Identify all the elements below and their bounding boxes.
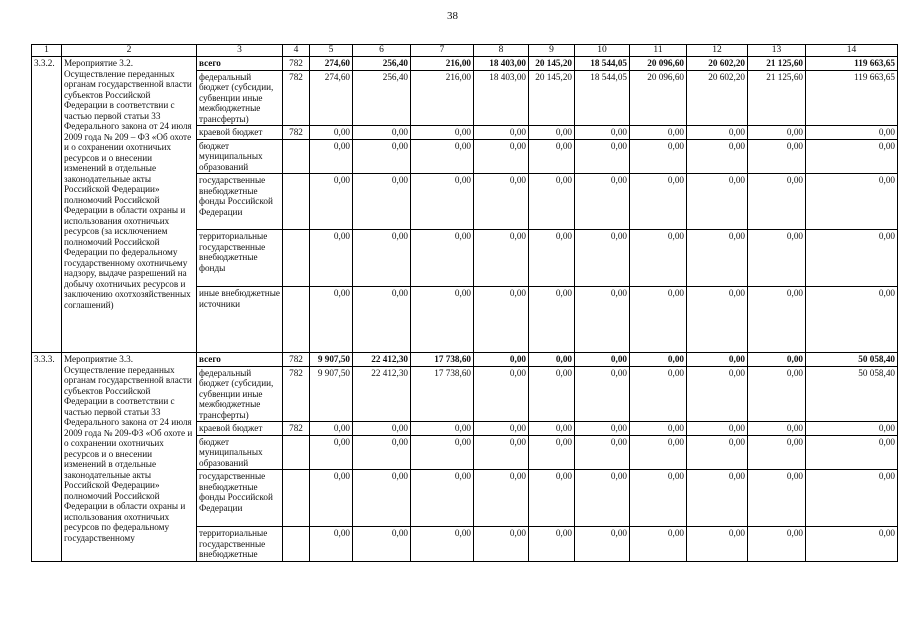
amount-cell: 0,00 (748, 353, 806, 367)
column-header: 4 (283, 45, 310, 57)
amount-cell: 0,00 (806, 527, 898, 562)
amount-cell: 18 403,00 (474, 70, 529, 126)
amount-cell: 20 602,20 (687, 57, 748, 71)
funding-source: государственные внебюджетные фонды Российской Федерации (197, 174, 283, 230)
grbs-code: 782 (283, 126, 310, 140)
amount-cell: 0,00 (353, 230, 411, 287)
amount-cell: 0,00 (748, 126, 806, 140)
amount-cell: 0,00 (474, 126, 529, 140)
amount-cell: 0,00 (353, 435, 411, 470)
amount-cell: 0,00 (630, 435, 687, 470)
amount-cell: 0,00 (687, 139, 748, 174)
amount-cell: 0,00 (529, 435, 575, 470)
amount-cell: 0,00 (748, 527, 806, 562)
amount-cell: 0,00 (630, 422, 687, 436)
column-header: 11 (630, 45, 687, 57)
measure-code: 3.3.2. (32, 57, 62, 353)
grbs-code (283, 527, 310, 562)
grbs-code (283, 174, 310, 230)
amount-cell: 0,00 (687, 353, 748, 367)
funding-source: иные внебюджетные источники (197, 287, 283, 353)
column-header: 5 (310, 45, 353, 57)
amount-cell: 0,00 (575, 353, 630, 367)
funding-source: краевой бюджет (197, 422, 283, 436)
page-number: 38 (447, 10, 458, 22)
amount-cell: 216,00 (411, 57, 474, 71)
amount-cell: 20 145,20 (529, 57, 575, 71)
amount-cell: 274,60 (310, 57, 353, 71)
amount-cell: 0,00 (748, 230, 806, 287)
amount-cell: 0,00 (411, 126, 474, 140)
amount-cell: 0,00 (353, 287, 411, 353)
amount-cell: 0,00 (529, 139, 575, 174)
amount-cell: 0,00 (411, 422, 474, 436)
amount-cell: 0,00 (806, 422, 898, 436)
amount-cell: 0,00 (687, 422, 748, 436)
amount-cell: 0,00 (310, 435, 353, 470)
column-header: 12 (687, 45, 748, 57)
amount-cell: 0,00 (575, 366, 630, 422)
funding-source: территориальные государственные внебюджетные фонды (197, 230, 283, 287)
amount-cell: 0,00 (411, 139, 474, 174)
funding-source: государственные внебюджетные фонды Российской Федерации (197, 470, 283, 527)
grbs-code: 782 (283, 366, 310, 422)
amount-cell: 0,00 (575, 139, 630, 174)
amount-cell: 22 412,30 (353, 353, 411, 367)
amount-cell: 0,00 (687, 126, 748, 140)
column-header: 8 (474, 45, 529, 57)
amount-cell: 0,00 (687, 470, 748, 527)
amount-cell: 20 602,20 (687, 70, 748, 126)
amount-cell: 0,00 (748, 366, 806, 422)
amount-cell: 256,40 (353, 70, 411, 126)
amount-cell: 0,00 (687, 174, 748, 230)
grbs-code (283, 435, 310, 470)
column-number-row (32, 45, 898, 57)
amount-cell: 0,00 (310, 230, 353, 287)
amount-cell: 0,00 (748, 435, 806, 470)
amount-cell: 0,00 (353, 139, 411, 174)
amount-cell: 0,00 (748, 287, 806, 353)
amount-cell: 0,00 (411, 435, 474, 470)
measure-code: 3.3.3. (32, 353, 62, 562)
amount-cell: 22 412,30 (353, 366, 411, 422)
funding-source: бюджет муниципальных образований (197, 139, 283, 174)
amount-cell: 20 096,60 (630, 57, 687, 71)
amount-cell: 0,00 (806, 470, 898, 527)
funding-source: всего (197, 353, 283, 367)
amount-cell: 0,00 (575, 287, 630, 353)
column-header: 10 (575, 45, 630, 57)
amount-cell: 0,00 (529, 353, 575, 367)
measure-description: Мероприятие 3.2. Осуществление переданных органам государственной власти субъектов Российской Федерации в соответствии с частью первой статьи 33 Федерального закона от 24 июля 2009 года № 209 – ФЗ «Об охоте и о сохранении охотничьих ресурсов и о внесении изменений в отдельные законодательные акты Российской Федерации» полномочий Российской Федерации в области охраны и использования охотничьих ресурсов (за исключением полномочий Российской Федерации по федеральному государственному охотничьему надзору, выдаче разрешений на добычу охотничьих ресурсов и заключению охотхозяйственных соглашений) (62, 57, 197, 353)
amount-cell: 0,00 (310, 527, 353, 562)
amount-cell: 0,00 (474, 353, 529, 367)
funding-source: федеральный бюджет (субсидии, субвенции иные межбюджетные трансферты) (197, 70, 283, 126)
table-row-total (32, 57, 898, 71)
amount-cell: 18 403,00 (474, 57, 529, 71)
amount-cell: 0,00 (806, 435, 898, 470)
amount-cell: 0,00 (806, 174, 898, 230)
amount-cell: 0,00 (575, 470, 630, 527)
amount-cell: 0,00 (474, 422, 529, 436)
amount-cell: 0,00 (474, 366, 529, 422)
amount-cell: 0,00 (575, 230, 630, 287)
amount-cell: 9 907,50 (310, 366, 353, 422)
amount-cell: 0,00 (353, 422, 411, 436)
column-header: 3 (197, 45, 283, 57)
amount-cell: 0,00 (806, 139, 898, 174)
column-header: 7 (411, 45, 474, 57)
amount-cell: 0,00 (411, 174, 474, 230)
grbs-code: 782 (283, 353, 310, 367)
grbs-code: 782 (283, 422, 310, 436)
amount-cell: 0,00 (529, 470, 575, 527)
grbs-code (283, 139, 310, 174)
amount-cell: 0,00 (687, 287, 748, 353)
amount-cell: 0,00 (748, 422, 806, 436)
grbs-code: 782 (283, 70, 310, 126)
amount-cell: 18 544,05 (575, 57, 630, 71)
amount-cell: 0,00 (529, 174, 575, 230)
amount-cell: 0,00 (687, 527, 748, 562)
grbs-code (283, 287, 310, 353)
grbs-code (283, 470, 310, 527)
amount-cell: 18 544,05 (575, 70, 630, 126)
column-header: 9 (529, 45, 575, 57)
amount-cell: 0,00 (630, 126, 687, 140)
amount-cell: 9 907,50 (310, 353, 353, 367)
amount-cell: 0,00 (575, 422, 630, 436)
amount-cell: 0,00 (474, 139, 529, 174)
amount-cell: 0,00 (806, 287, 898, 353)
amount-cell: 0,00 (687, 366, 748, 422)
column-header: 6 (353, 45, 411, 57)
amount-cell: 0,00 (411, 230, 474, 287)
amount-cell: 0,00 (748, 470, 806, 527)
column-header: 1 (32, 45, 62, 57)
amount-cell: 0,00 (353, 527, 411, 562)
amount-cell: 0,00 (411, 527, 474, 562)
amount-cell: 0,00 (529, 230, 575, 287)
amount-cell: 50 058,40 (806, 353, 898, 367)
amount-cell: 0,00 (353, 174, 411, 230)
amount-cell: 0,00 (353, 126, 411, 140)
funding-source: территориальные государственные внебюджетные (197, 527, 283, 562)
amount-cell: 216,00 (411, 70, 474, 126)
amount-cell: 0,00 (806, 230, 898, 287)
amount-cell: 0,00 (630, 470, 687, 527)
funding-source: краевой бюджет (197, 126, 283, 140)
grbs-code (283, 230, 310, 287)
amount-cell: 0,00 (630, 287, 687, 353)
amount-cell: 0,00 (310, 422, 353, 436)
grbs-code: 782 (283, 57, 310, 71)
amount-cell: 20 145,20 (529, 70, 575, 126)
amount-cell: 0,00 (310, 139, 353, 174)
budget-table (31, 44, 898, 562)
amount-cell: 0,00 (353, 470, 411, 527)
amount-cell: 0,00 (411, 470, 474, 527)
amount-cell: 0,00 (474, 470, 529, 527)
amount-cell: 0,00 (474, 174, 529, 230)
amount-cell: 0,00 (474, 527, 529, 562)
amount-cell: 21 125,60 (748, 70, 806, 126)
amount-cell: 0,00 (575, 174, 630, 230)
amount-cell: 20 096,60 (630, 70, 687, 126)
amount-cell: 0,00 (310, 126, 353, 140)
amount-cell: 0,00 (630, 527, 687, 562)
table-row-total (32, 353, 898, 367)
amount-cell: 0,00 (529, 527, 575, 562)
amount-cell: 50 058,40 (806, 366, 898, 422)
amount-cell: 0,00 (687, 230, 748, 287)
amount-cell: 21 125,60 (748, 57, 806, 71)
amount-cell: 0,00 (310, 470, 353, 527)
amount-cell: 0,00 (748, 139, 806, 174)
column-header: 13 (748, 45, 806, 57)
funding-source: бюджет муниципальных образований (197, 435, 283, 470)
table-body (32, 45, 898, 562)
amount-cell: 0,00 (411, 287, 474, 353)
column-header: 2 (62, 45, 197, 57)
amount-cell: 0,00 (575, 435, 630, 470)
amount-cell: 17 738,60 (411, 366, 474, 422)
amount-cell: 119 663,65 (806, 70, 898, 126)
amount-cell: 0,00 (529, 366, 575, 422)
column-header: 14 (806, 45, 898, 57)
amount-cell: 119 663,65 (806, 57, 898, 71)
amount-cell: 0,00 (575, 126, 630, 140)
amount-cell: 0,00 (630, 353, 687, 367)
amount-cell: 17 738,60 (411, 353, 474, 367)
measure-description: Мероприятие 3.3. Осуществление переданных органам государственной власти субъектов Российской Федерации в соответствии с частью первой статьи 33 Федерального закона от 24 июля 2009 года № 209-ФЗ «Об охоте и о сохранении охотничьих ресурсов и о внесении изменений в отдельные законодательные акты Российской Федерации» полномочий Российской Федерации в области охраны и использования охотничьих ресурсов по федеральному государственному (62, 353, 197, 562)
amount-cell: 0,00 (630, 174, 687, 230)
amount-cell: 0,00 (630, 139, 687, 174)
amount-cell: 0,00 (474, 287, 529, 353)
amount-cell: 0,00 (630, 366, 687, 422)
amount-cell: 0,00 (529, 287, 575, 353)
amount-cell: 0,00 (529, 422, 575, 436)
amount-cell: 274,60 (310, 70, 353, 126)
amount-cell: 0,00 (310, 174, 353, 230)
amount-cell: 0,00 (310, 287, 353, 353)
amount-cell: 0,00 (687, 435, 748, 470)
amount-cell: 0,00 (575, 527, 630, 562)
amount-cell: 0,00 (474, 435, 529, 470)
amount-cell: 256,40 (353, 57, 411, 71)
amount-cell: 0,00 (474, 230, 529, 287)
funding-source: федеральный бюджет (субсидии, субвенции иные межбюджетные трансферты) (197, 366, 283, 422)
amount-cell: 0,00 (806, 126, 898, 140)
amount-cell: 0,00 (748, 174, 806, 230)
funding-source: всего (197, 57, 283, 71)
amount-cell: 0,00 (630, 230, 687, 287)
amount-cell: 0,00 (529, 126, 575, 140)
